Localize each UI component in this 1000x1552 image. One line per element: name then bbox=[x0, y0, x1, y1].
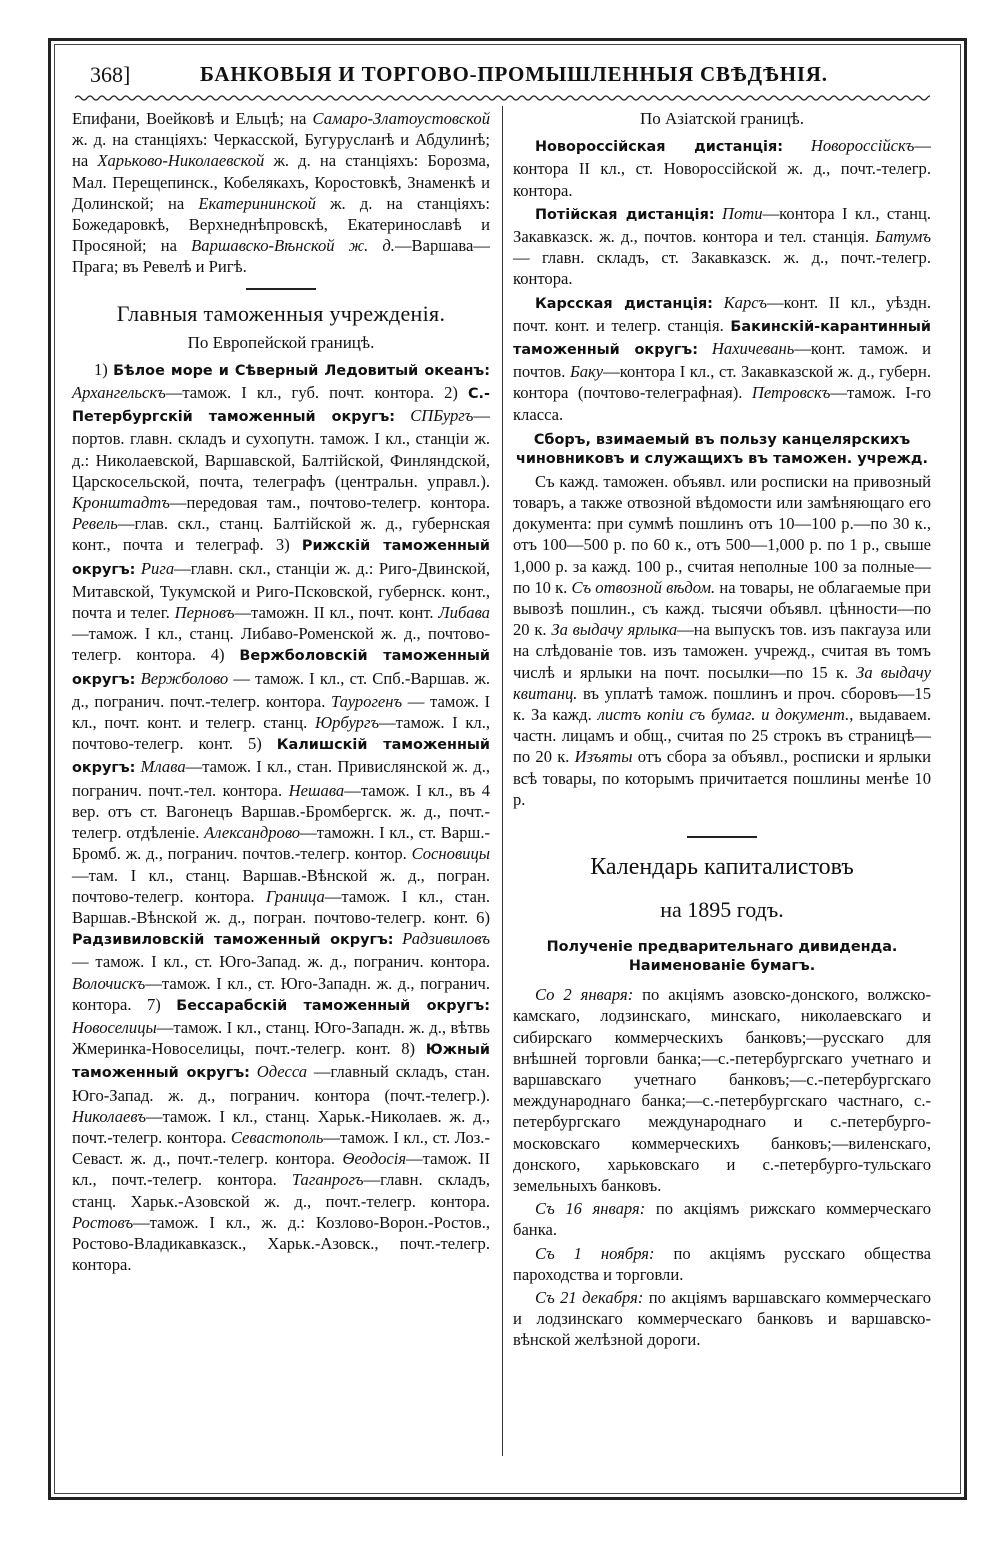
italic-place-run: СПБургъ bbox=[395, 406, 474, 426]
italic-place-run: Новороссійскъ bbox=[783, 136, 915, 156]
text-run: — главн. складъ, ст. Закавказск. ж. д., почт.-телегр. контора. bbox=[513, 248, 931, 289]
bold-heading-run: Рижскій таможенный округъ: bbox=[72, 538, 490, 578]
italic-place-run: Волочискъ bbox=[72, 973, 146, 993]
italic-place-run: Нешава bbox=[288, 780, 345, 800]
italic-place-run: За выдачу квитанц. bbox=[513, 662, 931, 703]
italic-place-run: Ревель bbox=[72, 514, 118, 534]
text-run: — тамож. I кл., почт. конт. и телегр. станц. bbox=[72, 691, 490, 733]
italic-place-run: За выдачу ярлыка bbox=[551, 620, 678, 640]
customs-list bbox=[72, 359, 490, 1276]
text-run: —контора I кл., станц. Закавказск. ж. д., почтов. контора и тел. станція. bbox=[513, 203, 931, 247]
text-run: 1) bbox=[94, 359, 114, 379]
page-number: 368] bbox=[90, 62, 131, 87]
italic-place-run: Граница bbox=[265, 886, 325, 906]
text-run: —главн. скл., станціи ж. д.: Риго-Двинской, Митавской, Тукумской и Риго-Псковской, губернск. конт., почта и телег. bbox=[72, 558, 490, 623]
text-run: —тамож. I кл., ж. д.: Козлово-Ворон.-Ростов., Ростово-Владикавказск., Харьк.-Азовск., почт.-телегр. контора. bbox=[72, 1212, 490, 1275]
text-run: —тамож. I кл., станц. Харьк.-Николаев. ж. д., почт.-телегр. контора. bbox=[72, 1106, 490, 1147]
italic-place-run: Съ 21 декабря: bbox=[535, 1287, 644, 1307]
text-run: на товары, не облагаемые при вывозѣ пошлин., съ кажд. тысячи объявл. цѣнности—по 20 к. bbox=[513, 577, 931, 640]
fee-paragraph bbox=[513, 471, 931, 810]
asia-entry bbox=[513, 292, 931, 425]
asia-title: По Азіатской границѣ. bbox=[639, 109, 805, 128]
italic-place-run: Таганрогъ bbox=[291, 1170, 364, 1190]
text-run: —тамож. I кл., почтово-телегр. конт. 5) bbox=[72, 713, 491, 754]
text-run: —тамож. I кл., стан. Варшав.-Вѣнской ж. д., погран. почтово-телегр. конт. 6) bbox=[72, 886, 490, 927]
text-run: по акціямъ азовско-донского, волжско-камскаго, лодзинскаго, минскаго, николаевскаго и сибирскаго коммерческихъ банковъ;—русскаго для внѣшней торговли банка;—с.-петербургскаго учетнаго и варшавскаго учетнаго банковъ;—с.-петербургскаго международнаго банка;—с.-петербургскаго частнаго, с.-петербургскаго международнаго и с.-петербурго-московскаго коммерческихъ банковъ;—виленскаго, донского, харьковскаго и с.-петербурго-тульскаго земельныхъ банковъ. bbox=[513, 985, 931, 1195]
text-run: —конт. тамож. и почтов. bbox=[513, 339, 932, 382]
running-title: БАНКОВЫЯ И ТОРГОВО-ПРОМЫШЛЕННЫЯ СВѢДѢНІЯ. bbox=[200, 62, 828, 86]
calendar-entry bbox=[513, 1243, 931, 1285]
bold-heading-run: Новороссійская дистанція: bbox=[535, 139, 783, 156]
text-run: —тамож. I кл., стан. Привислянской ж. д., погранич. почт.-тел. контора. bbox=[72, 757, 490, 800]
bold-heading-run: Бакинскій-карантинный таможенный округъ: bbox=[513, 318, 931, 359]
calendar-entry bbox=[513, 1198, 931, 1240]
italic-place-run: Кронштадтъ bbox=[72, 493, 170, 513]
section-subtitle: По Европейской границѣ. bbox=[187, 332, 375, 352]
italic-place-run: Съ 1 ноября: bbox=[535, 1243, 655, 1263]
bold-heading-run: Южный таможенный округъ: bbox=[72, 1042, 490, 1082]
italic-place-run: Карсъ bbox=[712, 292, 768, 312]
text-run: —конт. II кл., уѣздн. почт. конт. и телегр. станція. bbox=[513, 292, 932, 335]
text-run: по акціямъ рижскаго коммерческаго банка. bbox=[513, 1199, 931, 1240]
text-run: —портов. главн. складъ и сухопутн. тамож. I кл., станціи ж. д.: Николаевской, Варшавской, Балтійской, Финляндской, Царскосельской, почта, телеграфъ (центральн. управл.). bbox=[72, 406, 490, 491]
italic-place-run: Либава bbox=[438, 603, 490, 623]
bold-heading-run: Калишскій таможенный округъ: bbox=[72, 737, 491, 777]
text-run: —тамож. I-го класса. bbox=[513, 383, 931, 424]
section-title: Главныя таможенныя учрежденія. bbox=[116, 300, 446, 326]
italic-place-run: Съ 16 января: bbox=[535, 1199, 646, 1219]
italic-place-run: Перновъ bbox=[174, 603, 235, 623]
bold-heading-run: Вержболовскій таможенный округъ: bbox=[72, 648, 491, 688]
italic-place-run: Севастополь bbox=[230, 1127, 324, 1147]
bold-heading-run: Бессарабскій таможенный округъ: bbox=[176, 997, 490, 1014]
calendar-subtitle: Полученіе предварительнаго дивиденда. Наименованіе бумагъ. bbox=[546, 939, 898, 975]
left-column bbox=[72, 108, 490, 1277]
text-run: —глав. скл., станц. Балтійской ж. д., губернская конт., почта и телеграф. 3) bbox=[72, 514, 490, 555]
italic-place-run: Батумъ bbox=[875, 227, 931, 247]
bold-heading-run: Бѣлое море и Сѣверный Ледовитый океанъ: bbox=[113, 362, 490, 379]
column-divider bbox=[502, 106, 503, 1456]
text-run: —главный складъ, стан. Юго-Запад. ж. д., погранич. контора (почт.-телегр.). bbox=[72, 1062, 490, 1105]
section-rule bbox=[687, 836, 757, 838]
calendar-title: Календарь капиталистовъ bbox=[590, 854, 854, 881]
text-run: —тамож. I кл., ст. Лоз.-Севаст. ж. д., почт.-телегр. контора. bbox=[72, 1127, 490, 1169]
text-run: —контора I кл., ст. Закавказской ж. д., губерн. контора (почтово-телеграфная). bbox=[513, 362, 931, 403]
right-column bbox=[513, 108, 931, 1353]
text-run: —тамож. I кл., станц. Юго-Западн. ж. д., вѣтвь Жмеринка-Новоселицы, почт.-телегр. конт. 8) bbox=[72, 1017, 490, 1059]
italic-place-run: Николаевъ bbox=[72, 1106, 146, 1126]
text-run: — тамож. I кл., ст. Спб.-Варшав. ж. д., погранич. почт.-телегр. контора. bbox=[72, 668, 490, 711]
italic-place-run: Сосновицы bbox=[411, 844, 490, 864]
text-run: , выдаваем. частн. лицамъ и общ., считая по 25 строкъ въ страницѣ—по 20 к. bbox=[513, 705, 931, 767]
text-run: —таможн. I кл., ст. Варш.-Бромб. ж. д., погранич. почтов.-телегр. контор. bbox=[72, 823, 490, 864]
fee-title: Сборъ, взимаемый въ пользу канцелярскихъ чиновниковъ и служащихъ въ таможен. учрежд. bbox=[515, 431, 929, 467]
calendar-entry bbox=[513, 984, 931, 1196]
text-run: въ уплатѣ тамож. пошлинъ и проч. сборовъ—15 к. За кажд. bbox=[513, 683, 931, 725]
section-rule bbox=[246, 288, 316, 290]
calendar-entry bbox=[513, 1287, 931, 1351]
italic-place-run: Съ отвозной вѣдом. bbox=[571, 577, 716, 597]
text-run: отъ сбора за объявл., росписки и ярлыки всѣ товары, по которымъ причитается пошлины менѣе 10 р. bbox=[513, 747, 931, 809]
italic-place-run: Млава bbox=[135, 757, 186, 777]
intro-paragraph: Епифани, Воейковѣ и Ельцѣ; на Самаро-Златоустовской ж. д. на станціяхъ: Черкасской, Бугурусланѣ и Абдулинѣ; на Харьково-Николаевской ж. д. на станціяхъ: Борозма, Мал. Перещепинск., Кобелякахъ, Коростовкѣ, Знаменкѣ и Долинской; на Екатерининской ж. д. на станціяхъ: Божедаровкѣ, Верхнеднѣпровскѣ, Екатеринославѣ и Просяной; на Варшавско-Вѣнской ж. д.—Варшава—Прага; въ Ревелѣ и Ригѣ. bbox=[72, 109, 490, 277]
italic-place-run: Баку bbox=[569, 362, 604, 382]
italic-place-run: Петровскъ bbox=[751, 383, 831, 403]
italic-place-run: Александрово bbox=[204, 823, 301, 843]
text-run: —контора II кл., ст. Новороссійской ж. д., почт.-телегр. контора. bbox=[513, 136, 931, 200]
italic-place-run: Архангельскъ bbox=[72, 383, 166, 403]
text-run: —на выпускъ тов. изъ пакгауза или на слѣдованіе тов. изъ таможен. учрежд., считая въ томъ числѣ и ярлыки на почт. посылки—по 15 к. bbox=[513, 620, 931, 682]
text-run: —главн. складъ, станц. Харьк.-Азовской ж. д., почт.-телегр. контора. bbox=[72, 1170, 490, 1211]
italic-place-run: Поти bbox=[714, 203, 763, 223]
text-run: —там. I кл., станц. Варшав.-Вѣнской ж. д., погран. почтово-телегр. контора. bbox=[72, 865, 490, 906]
text-run: — тамож. I кл., ст. Юго-Запад. ж. д., погранич. контора. bbox=[72, 952, 490, 972]
italic-place-run: Изъяты bbox=[574, 747, 633, 767]
text-run: —передовая там., почтово-телегр. контора. bbox=[169, 493, 490, 513]
italic-place-run: Ѳеодосія bbox=[342, 1149, 407, 1169]
bold-heading-run: Карсская дистанція: bbox=[535, 295, 713, 312]
calendar-year: на 1895 годъ. bbox=[660, 897, 784, 923]
italic-place-run: Нахичевань bbox=[697, 339, 795, 359]
text-run: по акціямъ варшавскаго коммерческаго и лодзинскаго коммерческаго банковъ и варшавско-вѣнской желѣзной дороги. bbox=[513, 1287, 931, 1350]
text-run: —тамож. II кл., почт.-телегр. контора. bbox=[72, 1149, 490, 1190]
text-run: Съ кажд. таможен. объявл. или росписки на привозный товаръ, а также отвозной вѣдомости или замѣняющаго его документа: при суммѣ пошлинъ отъ 10—100 р.—по 30 к., отъ 100—500 р. по 60 к., отъ 500—1,000 р. по 1 р., свыше 1,000 р. за кажд. 100 р., считая неполные 100 за полные—по 10 к. bbox=[513, 471, 931, 597]
text-run: по акціямъ русскаго общества пароходства и торговли. bbox=[513, 1243, 931, 1284]
italic-place-run: Одесса bbox=[249, 1062, 308, 1082]
italic-place-run: Со 2 января: bbox=[535, 985, 634, 1005]
italic-place-run: Ростовъ bbox=[72, 1212, 134, 1232]
italic-place-run: Таурогенъ bbox=[331, 691, 403, 711]
italic-place-run: Рига bbox=[135, 558, 175, 578]
text-run: —таможн. II кл., почт. конт. bbox=[234, 603, 439, 623]
italic-place-run: Юрбургъ bbox=[314, 713, 380, 733]
italic-place-run: листъ копіи съ бумаг. и документ. bbox=[597, 705, 850, 725]
italic-place-run: Радзивиловъ bbox=[393, 929, 490, 949]
asia-entry bbox=[513, 203, 931, 290]
bold-heading-run: Радзивиловскій таможенный округъ: bbox=[72, 932, 394, 949]
text-run: —тамож. I кл., губ. почт. контора. 2) bbox=[165, 383, 468, 403]
text-run: —тамож. I кл., ст. Юго-Западн. ж. д., погранич. контора. 7) bbox=[72, 973, 490, 1014]
page-header bbox=[90, 58, 920, 92]
asia-entry bbox=[513, 135, 931, 201]
bold-heading-run: С.-Петербургскій таможенный округъ: bbox=[72, 386, 490, 426]
text-run: —тамож. I кл., въ 4 вер. отъ ст. Вагонецъ Варшав.-Бромбергск. ж. д., почт.-телегр. отдѣленіе. bbox=[72, 780, 490, 843]
italic-place-run: Вержболово bbox=[135, 668, 229, 688]
bold-heading-run: Потійская дистанція: bbox=[535, 206, 715, 223]
wavy-rule bbox=[75, 93, 930, 103]
text-run: —тамож. I кл., станц. Либаво-Роменской ж. д., почтово-телегр. контора. 4) bbox=[72, 624, 490, 665]
italic-place-run: Новоселицы bbox=[72, 1017, 157, 1037]
